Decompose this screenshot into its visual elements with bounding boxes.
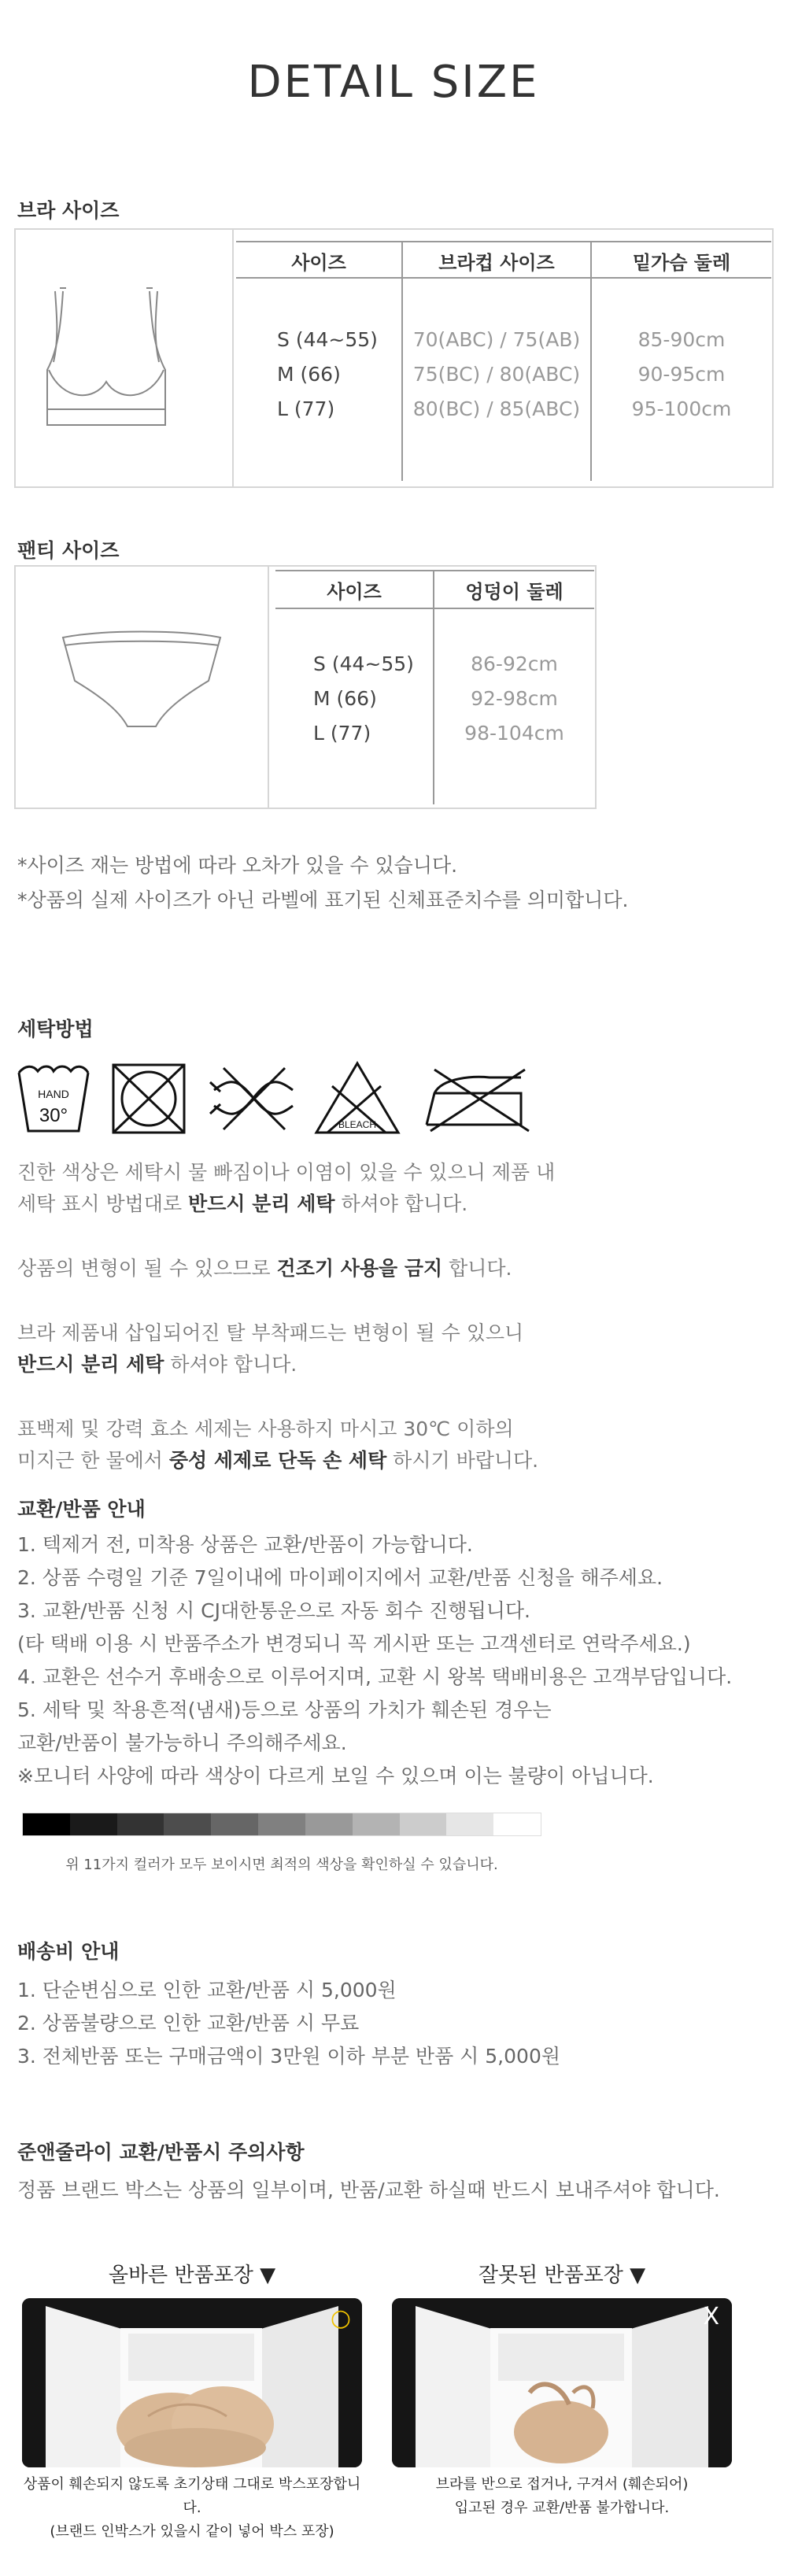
color-swatch-9	[400, 1813, 447, 1835]
panty-hip-m: 92-98cm	[471, 687, 558, 710]
bra-underbust-l: 95-100cm	[631, 397, 732, 420]
color-swatch-6	[258, 1813, 305, 1835]
color-swatch-10	[446, 1813, 493, 1835]
bra-cup-m: 75(BC) / 80(ABC)	[412, 363, 581, 386]
color-swatch-5	[211, 1813, 258, 1835]
page-title: DETAIL SIZE	[247, 57, 540, 108]
washing-p2: 상품의 변형이 될 수 있으므로 건조기 사용을 금지 합니다.	[17, 1257, 512, 1280]
bra-header-cup: 브라컵 사이즈	[438, 252, 555, 274]
exchange-item-4: 4. 교환은 선수거 후배송으로 이루어지며, 교환 시 왕복 택배비용은 고객부담입니다.	[17, 1665, 733, 1688]
size-notes	[17, 848, 628, 918]
bra-header-underbust: 밑가슴 둘레	[632, 252, 731, 274]
wrong-mark-icon: X	[703, 2303, 719, 2330]
washing-p4-line2: 미지근 한 물에서 중성 세제로 단독 손 세탁 하시기 바랍니다.	[17, 1449, 539, 1472]
caution-text: 정품 브랜드 박스는 상품의 일부이며, 반품/교환 하실때 반드시 보내주셔야 합니다.	[17, 2179, 720, 2201]
caution-heading: 준앤줄라이 교환/반품시 주의사항	[17, 2141, 305, 2164]
washing-instructions	[17, 1157, 773, 1476]
washing-p3-line1: 브라 제품내 삽입되어진 탈 부착패드는 변형이 될 수 있으니	[17, 1321, 524, 1344]
shipping-heading: 배송비 안내	[17, 1940, 120, 1963]
panty-size-l: L (77)	[313, 722, 371, 745]
shipping-item-3: 3. 전체반품 또는 구매금액이 3만원 이하 부분 반품 시 5,000원	[17, 2045, 561, 2068]
exchange-item-3-note: (타 택배 이용 시 반품주소가 변경되니 꼭 게시판 또는 고객센터로 연락주세요.)	[17, 1632, 691, 1655]
bra-cup-l: 80(BC) / 85(ABC)	[412, 397, 581, 420]
wrong-packaging-caption: 브라를 반으로 접거나, 구겨서 (훼손되어) 입고된 경우 교환/반품 불가합니다.	[435, 2476, 689, 2516]
color-swatch-bar	[22, 1813, 541, 1836]
exchange-list	[17, 1528, 773, 1793]
exchange-item-5: 5. 세탁 및 착용흔적(냄새)등으로 상품의 가치가 훼손된 경우는	[17, 1698, 552, 1721]
color-swatch-3	[117, 1813, 164, 1835]
shipping-item-2: 2. 상품불량으로 인한 교환/반품 시 무료	[17, 2012, 360, 2035]
panty-header-size: 사이즈	[327, 581, 382, 603]
bra-underbust-m: 90-95cm	[637, 363, 726, 386]
bra-cup-s: 70(ABC) / 75(AB)	[412, 328, 581, 351]
bra-size-m: M (66)	[277, 363, 341, 386]
correct-mark-icon: ○	[330, 2304, 351, 2332]
no-wring-icon	[210, 1068, 293, 1129]
correct-packaging-title: 올바른 반품포장 ▼	[108, 2264, 276, 2287]
color-swatch-4	[164, 1813, 211, 1835]
washing-icons	[17, 1059, 552, 1137]
wrong-packaging-photo	[392, 2298, 732, 2467]
correct-packaging-caption: 상품이 훼손되지 않도록 초기상태 그대로 박스포장합니다. (브랜드 인박스가 있을시 같이 넣어 박스 포장)	[23, 2476, 361, 2540]
color-swatch-7	[305, 1813, 353, 1835]
panty-size-m: M (66)	[313, 687, 377, 710]
bra-size-table	[236, 236, 771, 480]
bra-size-heading: 브라 사이즈	[17, 199, 120, 222]
no-tumble-dry-icon	[113, 1065, 184, 1133]
washing-p1-line1: 진한 색상은 세탁시 물 빠짐이나 이염이 있을 수 있으니 제품 내	[17, 1161, 556, 1184]
size-note-2: *상품의 실제 사이즈가 아닌 라벨에 표기된 신체표준치수를 의미합니다.	[17, 889, 629, 911]
divider	[268, 565, 269, 809]
panty-size-heading: 팬티 사이즈	[17, 539, 120, 562]
panty-hip-s: 86-92cm	[471, 652, 558, 675]
no-iron-icon	[427, 1070, 529, 1131]
panty-hip-l: 98-104cm	[464, 722, 564, 745]
panty-header-hip: 엉덩이 둘레	[465, 581, 563, 603]
washing-p1-line2: 세탁 표시 방법대로 반드시 분리 세탁 하셔야 합니다.	[17, 1192, 468, 1215]
hand-wash-label: HAND	[38, 1088, 69, 1100]
no-bleach-label: BLEACH	[338, 1119, 377, 1130]
panty-illustration	[55, 626, 228, 736]
color-swatch-1	[23, 1813, 70, 1835]
color-swatch-11	[493, 1813, 541, 1835]
washing-p3-line2: 반드시 분리 세탁 하셔야 합니다.	[17, 1353, 297, 1376]
color-swatch-2	[70, 1813, 117, 1835]
exchange-item-3: 3. 교환/반품 신청 시 CJ대한통운으로 자동 회수 진행됩니다.	[17, 1599, 530, 1622]
washing-heading: 세탁방법	[17, 1018, 94, 1040]
size-note-1: *사이즈 재는 방법에 따라 오차가 있을 수 있습니다.	[17, 854, 458, 877]
bra-size-l: L (77)	[277, 397, 335, 420]
exchange-heading: 교환/반품 안내	[17, 1498, 146, 1521]
panty-size-s: S (44~55)	[313, 652, 414, 675]
hand-wash-temp: 30°	[39, 1105, 68, 1126]
bra-illustration	[31, 283, 181, 441]
bra-header-size: 사이즈	[291, 252, 346, 274]
shipping-item-1: 1. 단순변심으로 인한 교환/반품 시 5,000원	[17, 1979, 397, 2001]
swatch-caption: 위 11가지 컬러가 모두 보이시면 최적의 색상을 확인하실 수 있습니다.	[65, 1857, 498, 1873]
bra-underbust-s: 85-90cm	[637, 328, 726, 351]
panty-size-table	[275, 568, 594, 804]
correct-packaging-photo	[22, 2298, 362, 2467]
divider	[232, 228, 234, 488]
exchange-monitor-note: ※모니터 사양에 따라 색상이 다르게 보일 수 있으며 이는 불량이 아닙니다.	[17, 1765, 654, 1787]
washing-p4-line1: 표백제 및 강력 효소 세제는 사용하지 마시고 30℃ 이하의	[17, 1417, 514, 1440]
exchange-item-5-cont: 교환/반품이 불가능하니 주의해주세요.	[17, 1732, 347, 1754]
shipping-list	[17, 1974, 773, 2073]
wrong-packaging-title: 잘못된 반품포장 ▼	[478, 2264, 646, 2287]
exchange-item-1: 1. 텍제거 전, 미착용 상품은 교환/반품이 가능합니다.	[17, 1533, 473, 1556]
bra-size-s: S (44~55)	[277, 328, 378, 351]
exchange-item-2: 2. 상품 수령일 기준 7일이내에 마이페이지에서 교환/반품 신청을 해주세요.	[17, 1566, 663, 1589]
color-swatch-8	[353, 1813, 400, 1835]
